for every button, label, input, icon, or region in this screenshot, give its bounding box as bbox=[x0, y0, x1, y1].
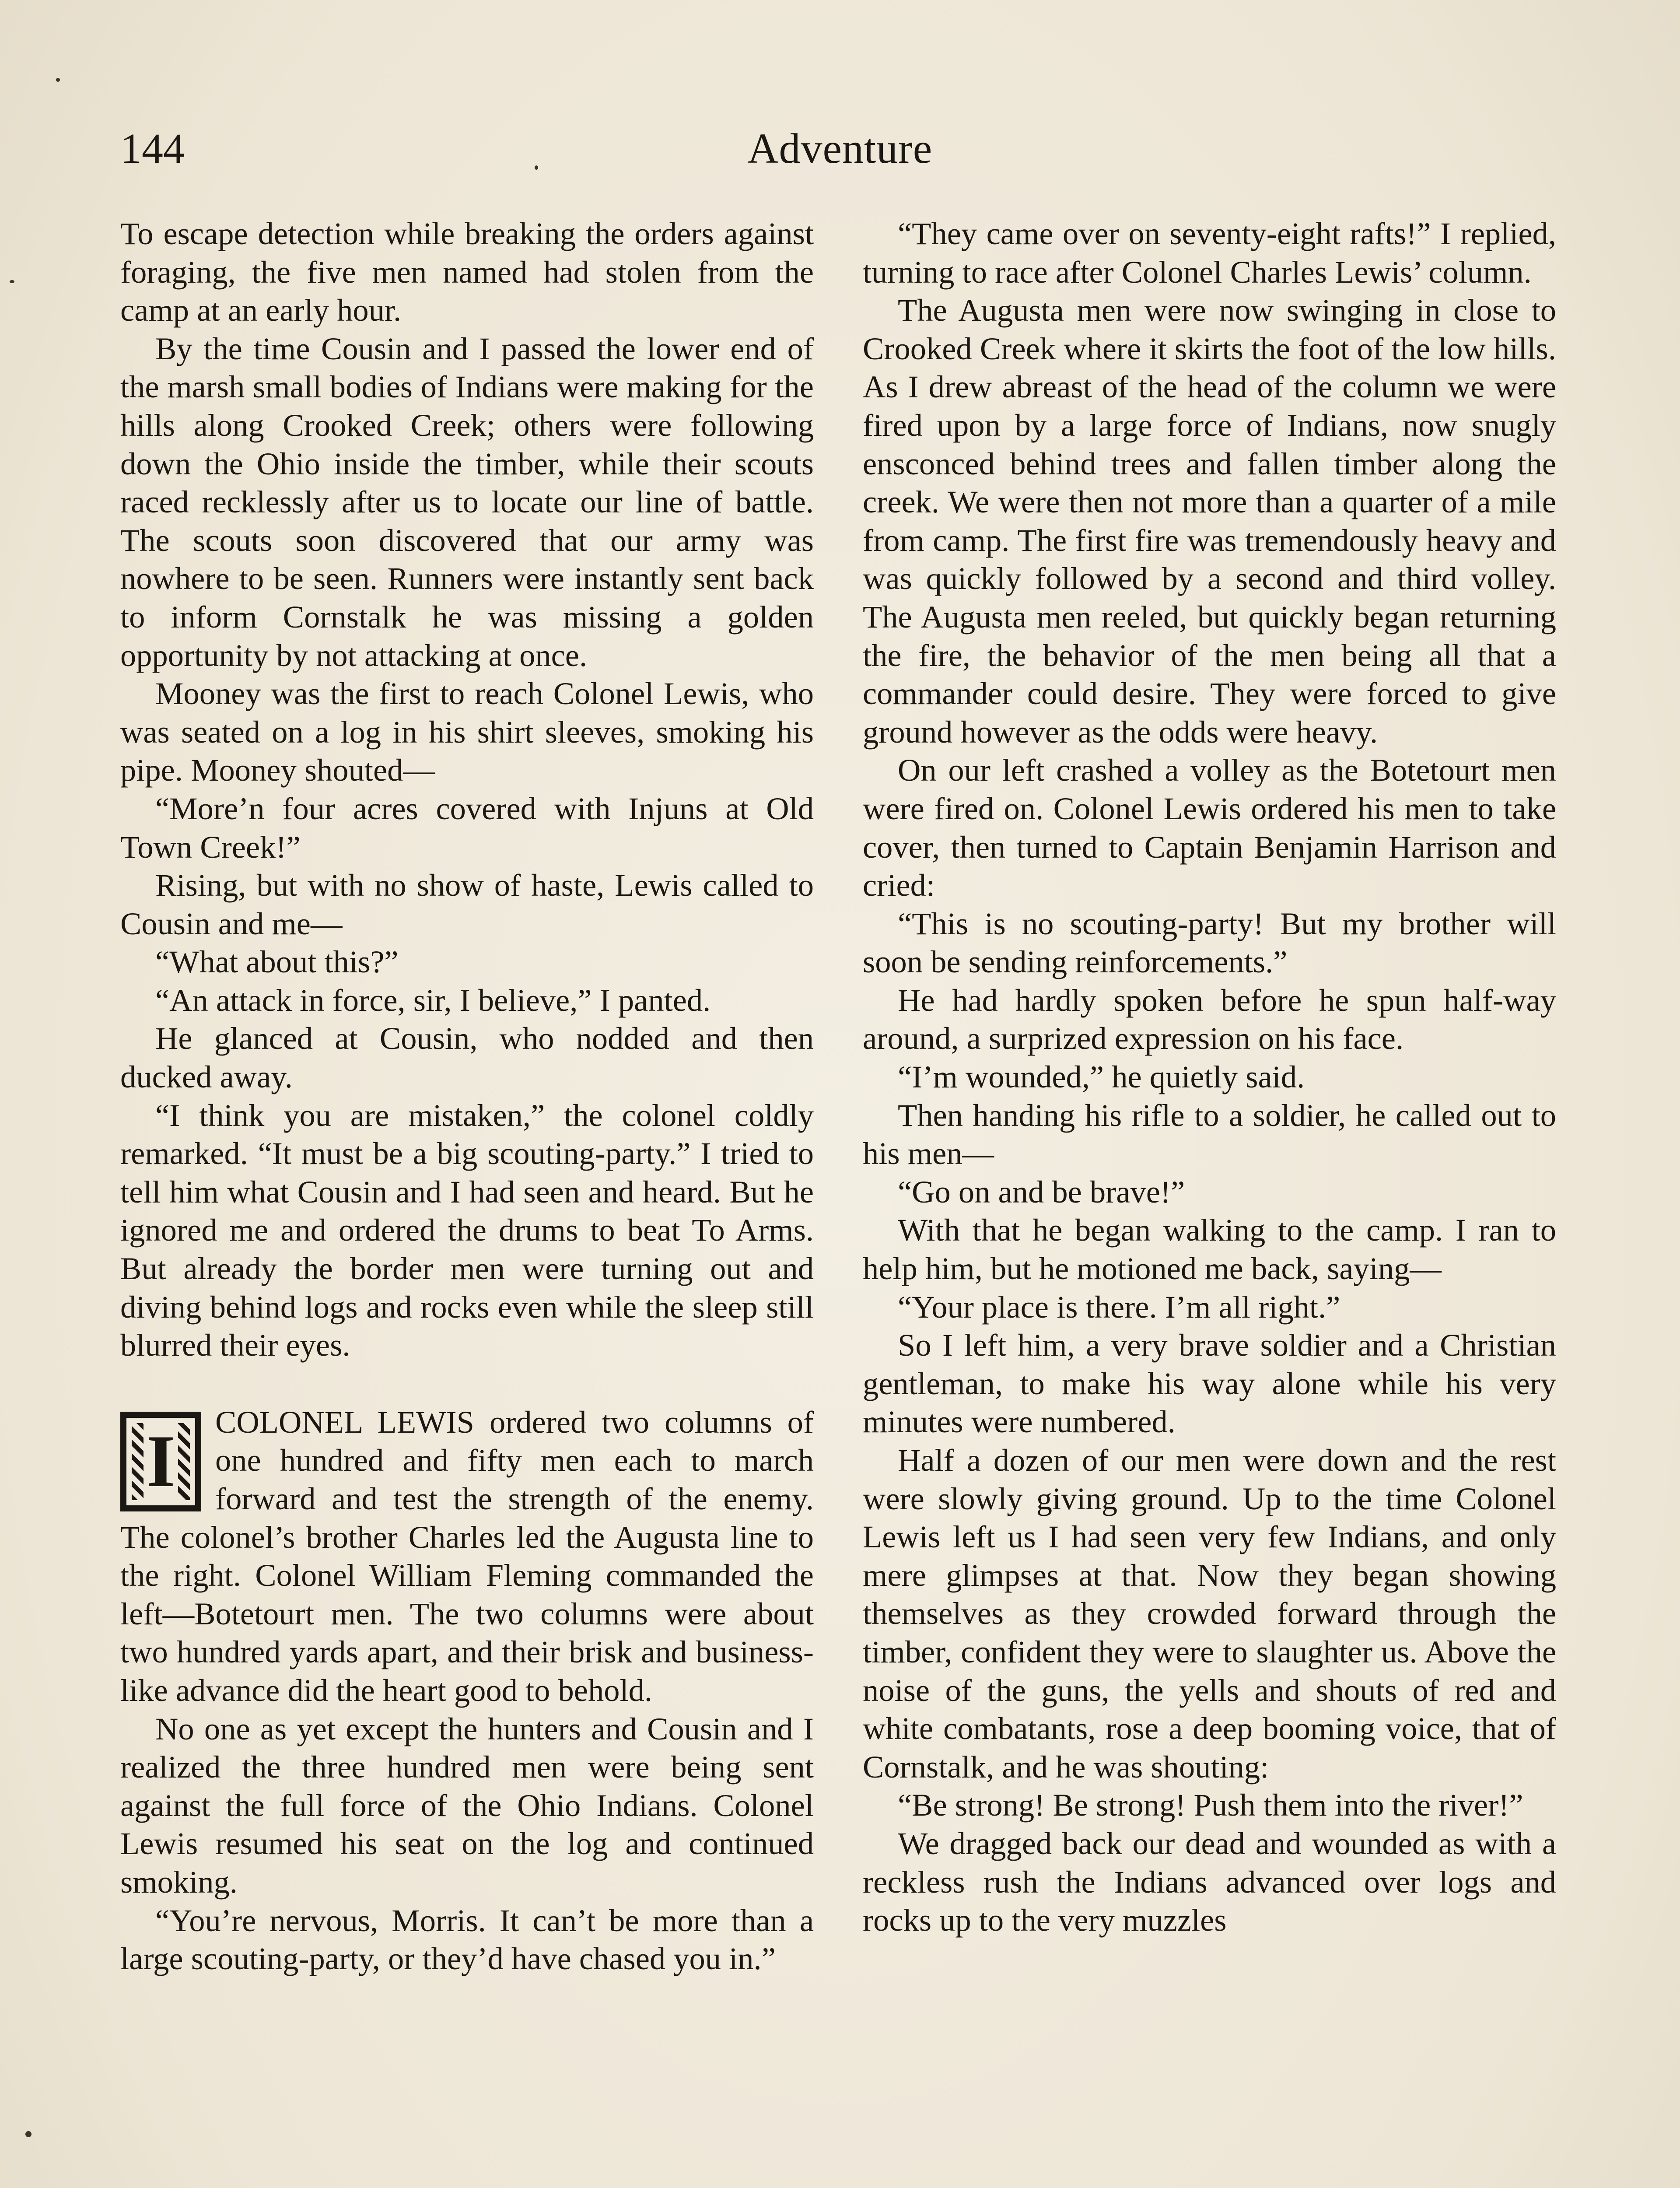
paragraph: No one as yet except the hunters and Cousin and I realized the three hundred men were being sent against the full force of the Ohio Indians. Colonel Lewis resumed his seat on the log and continued smoking. bbox=[120, 1711, 814, 1900]
ink-speck bbox=[56, 78, 60, 82]
page-header bbox=[120, 118, 1560, 184]
paragraph: So I left him, a very brave soldier and a Christian gentleman, to make his way alone while his very minutes were numbered. bbox=[863, 1327, 1556, 1440]
paragraph: He glanced at Cousin, who nodded and then ducked away. bbox=[120, 1020, 814, 1095]
paragraph: “You’re nervous, Morris. It can’t be more than a large scouting-party, or they’d have chased you in.” bbox=[120, 1902, 814, 1977]
ink-speck bbox=[25, 2131, 32, 2137]
paragraph: Then handing his rifle to a soldier, he called out to his men— bbox=[863, 1097, 1556, 1171]
decorative-initial-icon bbox=[120, 1412, 201, 1511]
left-column bbox=[120, 214, 814, 1978]
paragraph: Mooney was the first to reach Colonel Lewis, who was seated on a log in his shirt sleeves, smoking his pipe. Mooney shouted— bbox=[120, 676, 814, 788]
paragraph: Half a dozen of our men were down and the rest were slowly giving ground. Up to the time Colonel Lewis left us I had seen very few Indians, and only mere glimpses at that. Now they began showing themselves as they crowded forward through the timber, confident they were to slaughter us. Above the noise of the guns, the yells and shouts of red and white combatants, rose a deep booming voice, that of Cornstalk, and he was shouting: bbox=[863, 1442, 1556, 1785]
dropcap-paragraph-text: COLONEL LEWIS ordered two columns of one hundred and fifty men each to march forward and test the strength of the enemy. The colonel’s brother Charles led the Augusta line to the right. Colonel William Fleming commanded the left—Botetourt men. The two columns were about two hundred yards apart, and their brisk and business-like advance did the heart good to behold. bbox=[120, 1404, 814, 1708]
paragraph: He had hardly spoken before he spun half-way around, a surprized expression on his face. bbox=[863, 982, 1556, 1056]
paragraph: Rising, but with no show of haste, Lewis called to Cousin and me— bbox=[120, 867, 814, 941]
paragraph: “I think you are mistaken,” the colonel coldly remarked. “It must be a big scouting-party.” I tried to tell him what Cousin and I had seen and heard. But he ignored me and ordered the drums to beat To Arms. But already the border men were turning out and diving behind logs and rocks even while the sleep still blurred their eyes. bbox=[120, 1097, 814, 1363]
paragraph: “This is no scouting-party! But my brother will soon be sending reinforcements.” bbox=[863, 905, 1556, 980]
magazine-title: Adventure bbox=[747, 125, 933, 172]
paragraph: “More’n four acres covered with Injuns at Old Town Creek!” bbox=[120, 790, 814, 865]
paragraph: The Augusta men were now swinging in close to Crooked Creek where it skirts the foot of the low hills. As I drew abreast of the head of the column we were fired upon by a large force of Indians, now snugly ensconced behind trees and fallen timber along the creek. We were then not more than a quarter of a mile from camp. The first fire was tremendously heavy and was quickly followed by a second and third volley. The Augusta men reeled, but quickly began returning the fire, the behavior of the men being all that a commander could desire. They were forced to give ground however as the odds were heavy. bbox=[863, 292, 1556, 750]
section-break bbox=[120, 1364, 814, 1403]
paragraph: With that he began walking to the camp. I ran to help him, but he motioned me back, saying— bbox=[863, 1212, 1556, 1287]
paragraph: “What about this?” bbox=[155, 944, 399, 980]
paragraph: “I’m wounded,” he quietly said. bbox=[898, 1059, 1305, 1095]
ink-speck bbox=[10, 280, 14, 283]
paragraph: By the time Cousin and I passed the lower end of the marsh small bodies of Indians were making for the hills along Crooked Creek; others were following down the Ohio inside the timber, while their scouts raced recklessly after us to locate our line of battle. The scouts soon discovered that our army was nowhere to be seen. Runners were instantly sent back to inform Cornstalk he was missing a golden opportunity by not attacking at once. bbox=[120, 330, 814, 673]
paragraph: “Your place is there. I’m all right.” bbox=[898, 1289, 1340, 1325]
paragraph: “Go on and be brave!” bbox=[898, 1174, 1185, 1210]
right-column bbox=[863, 214, 1556, 1939]
paragraph: “An attack in force, sir, I believe,” I panted. bbox=[155, 982, 711, 1018]
paragraph: To escape detection while breaking the orders against foraging, the five men named had stolen from the camp at an early hour. bbox=[120, 216, 814, 328]
paragraph: We dragged back our dead and wounded as with a reckless rush the Indians advanced over logs and rocks up to the very muzzles bbox=[863, 1825, 1556, 1938]
paragraph: On our left crashed a volley as the Botetourt men were fired on. Colonel Lewis ordered his men to take cover, then turned to Captain Benjamin Harrison and cried: bbox=[863, 752, 1556, 903]
page-number: 144 bbox=[120, 125, 185, 172]
dropcap-paragraph bbox=[120, 1403, 814, 1710]
dropcap-letter: I bbox=[144, 1420, 178, 1502]
paragraph: “They came over on seventy-eight rafts!” I replied, turning to race after Colonel Charles Lewis’ column. bbox=[863, 216, 1556, 290]
paragraph: “Be strong! Be strong! Push them into the river!” bbox=[898, 1787, 1523, 1823]
